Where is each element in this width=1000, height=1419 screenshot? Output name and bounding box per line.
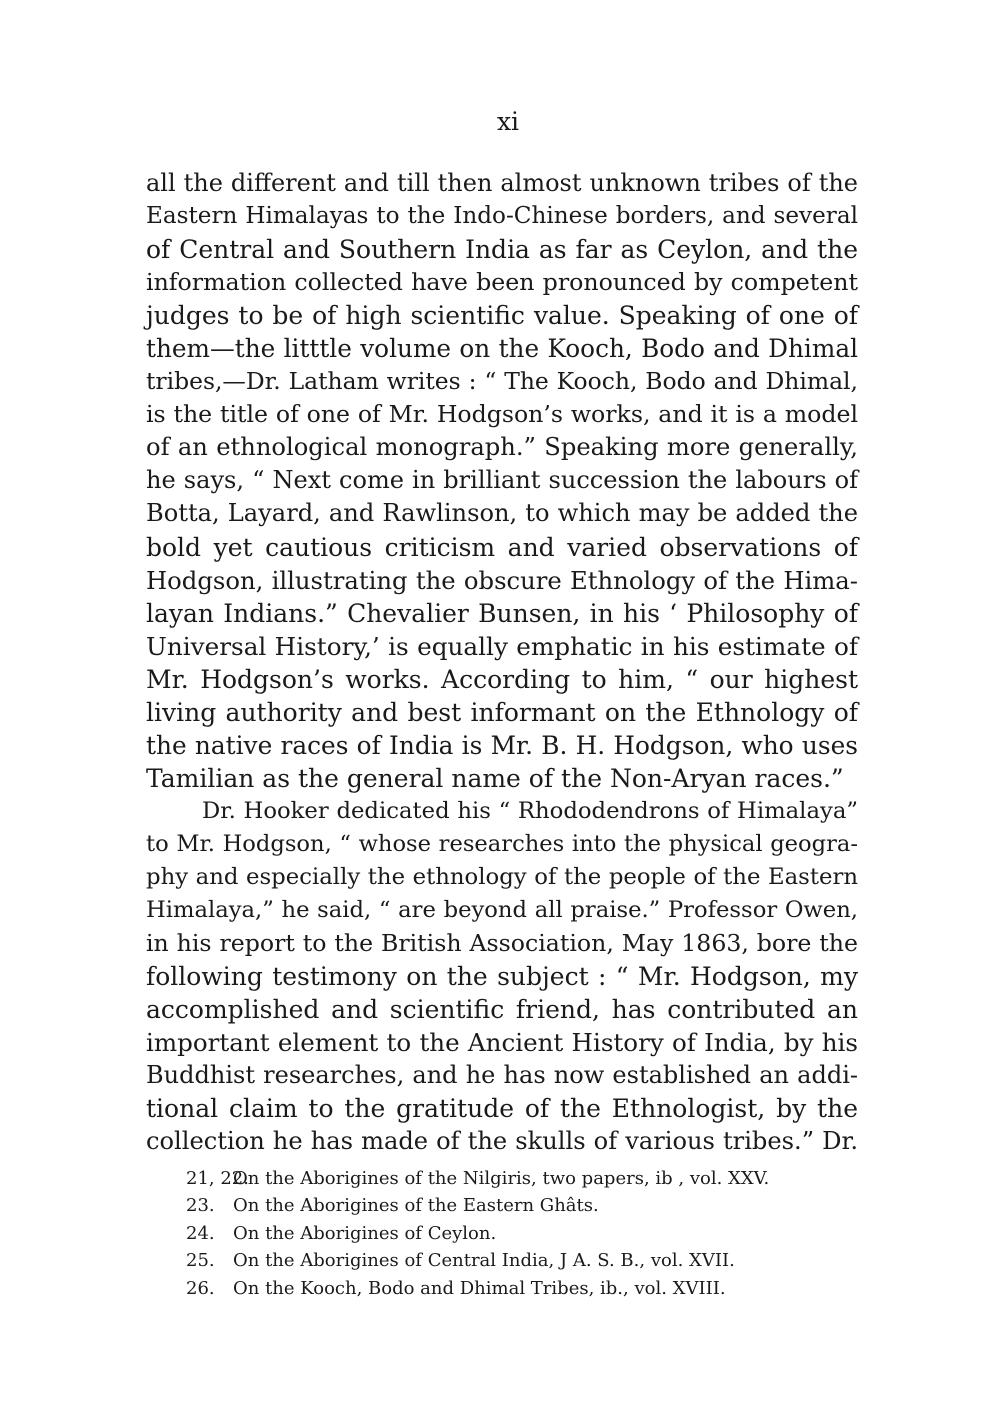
text-line: following testimony on the subject : “ Mr. Hodgson, my	[146, 962, 858, 992]
text-line: Botta, Layard, and Rawlinson, to which may be added the	[146, 499, 858, 528]
footnote-text: On the Kooch, Bodo and Dhimal Tribes, ib., vol. XVIII.	[233, 1277, 726, 1299]
text-line: the native races of India is Mr. B. H. Hodgson, who uses	[146, 730, 858, 760]
text-line: in his report to the British Association, May 1863, bore the	[146, 929, 858, 958]
footnote	[186, 1192, 866, 1219]
text-line: important element to the Ancient History of India, by his	[146, 1028, 858, 1058]
text-line: judges to be of high scientific value. Speaking of one of	[146, 301, 858, 331]
footnote-number: 25.	[186, 1250, 215, 1272]
text-line: he says, “ Next come in brilliant succession the labours of	[146, 466, 858, 495]
text-line: phy and especially the ethnology of the people of the Eastern	[146, 863, 858, 890]
text-line: is the title of one of Mr. Hodgson’s works, and it is a model	[146, 400, 858, 429]
text-line: accomplished and scientific friend, has contributed an	[146, 995, 858, 1025]
footnote-number: 26.	[186, 1277, 215, 1299]
text-line: collection he has made of the skulls of various tribes.” Dr.	[146, 1127, 858, 1156]
text-line: information collected have been pronounced by competent	[146, 268, 858, 297]
footnote	[186, 1275, 866, 1302]
footnote-text: On the Aborigines of Central India, J A. S. B., vol. XVII.	[233, 1250, 735, 1272]
text-line: Himalaya,” he said, “ are beyond all praise.” Professor Owen,	[146, 897, 858, 924]
text-line: living authority and best informant on the Ethnology of	[146, 697, 858, 727]
text-line: them—the litttle volume on the Kooch, Bodo and Dhimal	[146, 334, 858, 364]
text-line: Tamilian as the general name of the Non-Aryan races.”	[146, 763, 844, 793]
text-line: tional claim to the gratitude of the Ethnologist, by the	[146, 1094, 858, 1124]
page-number: xi	[496, 107, 520, 136]
text-line: to Mr. Hodgson, “ whose researches into the physical geogra-	[146, 830, 858, 857]
text-line: bold yet cautious criticism and varied observations of	[146, 532, 858, 562]
text-line: Universal History,’ is equally emphatic in his estimate of	[146, 631, 858, 661]
text-line: Hodgson, illustrating the obscure Ethnology of the Hima-	[146, 565, 858, 595]
text-line: Buddhist researches, and he has now established an addi-	[146, 1061, 858, 1090]
text-line: tribes,—Dr. Latham writes : “ The Kooch, Bodo and Dhimal,	[146, 367, 858, 396]
footnote-number: 24.	[186, 1222, 215, 1244]
text-line: all the different and till then almost unknown tribes of the	[146, 169, 858, 197]
footnote-number: 23.	[186, 1195, 215, 1217]
footnote-text: On the Aborigines of Ceylon.	[233, 1222, 497, 1244]
footnote	[186, 1247, 866, 1274]
text-line: Mr. Hodgson’s works. According to him, “ our highest	[146, 664, 858, 694]
text-line: of an ethnological monograph.” Speaking more generally,	[146, 433, 858, 462]
body-text	[146, 167, 858, 1158]
footnote	[186, 1165, 866, 1192]
text-line: of Central and Southern India as far as Ceylon, and the	[146, 235, 858, 265]
footnote-text: On the Aborigines of the Nilgiris, two papers, ib , vol. XXV.	[233, 1168, 770, 1189]
footnotes	[186, 1165, 866, 1302]
footnote-number: 21, 22.	[186, 1168, 249, 1189]
text-line: Dr. Hooker dedicated his “ Rhododendrons of Himalaya”	[202, 797, 858, 824]
text-line: layan Indians.” Chevalier Bunsen, in his ‘ Philosophy of	[146, 598, 858, 628]
footnote-text: On the Aborigines of the Eastern Ghâts.	[233, 1195, 599, 1217]
text-line: Eastern Himalayas to the Indo-Chinese borders, and several	[146, 203, 858, 230]
footnote	[186, 1220, 866, 1247]
